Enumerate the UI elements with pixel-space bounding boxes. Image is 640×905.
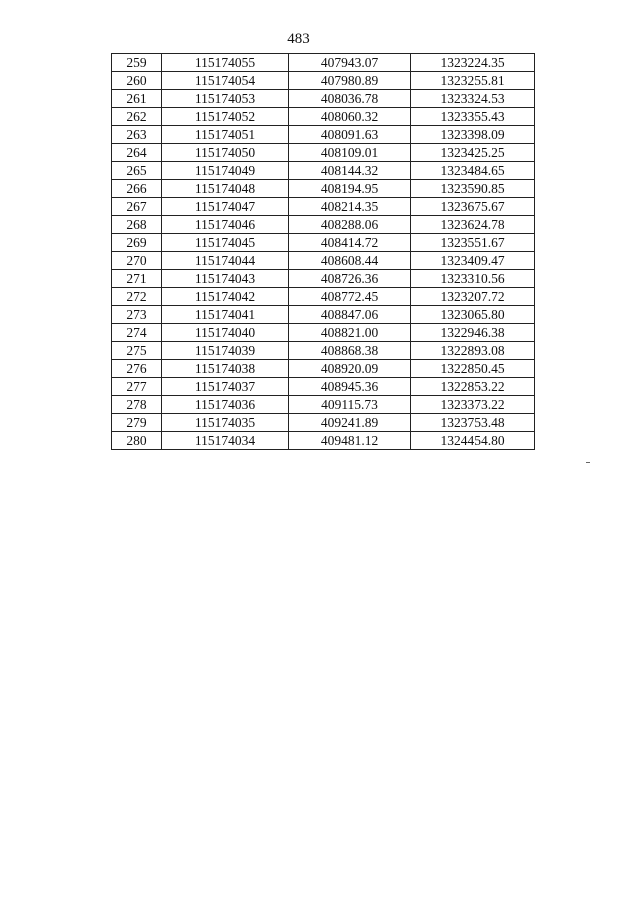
y-coordinate-cell: 1323255.81: [411, 72, 535, 90]
table-body: [112, 54, 535, 450]
table-row: [112, 432, 535, 450]
y-coordinate-cell: 1323355.43: [411, 108, 535, 126]
point-number-cell: 274: [112, 324, 162, 342]
y-coordinate-cell: 1323675.67: [411, 198, 535, 216]
x-coordinate-cell: 409115.73: [289, 396, 411, 414]
y-coordinate-cell: 1323398.09: [411, 126, 535, 144]
table-row: [112, 54, 535, 72]
point-number-cell: 271: [112, 270, 162, 288]
x-coordinate-cell: 408194.95: [289, 180, 411, 198]
point-id-cell: 115174039: [162, 342, 289, 360]
point-id-cell: 115174044: [162, 252, 289, 270]
point-id-cell: 115174050: [162, 144, 289, 162]
table-row: [112, 198, 535, 216]
coordinates-table: [111, 53, 535, 450]
x-coordinate-cell: 408847.06: [289, 306, 411, 324]
point-number-cell: 280: [112, 432, 162, 450]
x-coordinate-cell: 408945.36: [289, 378, 411, 396]
x-coordinate-cell: 408091.63: [289, 126, 411, 144]
point-number-cell: 273: [112, 306, 162, 324]
point-number-cell: 266: [112, 180, 162, 198]
point-number-cell: 268: [112, 216, 162, 234]
point-id-cell: 115174045: [162, 234, 289, 252]
point-number-cell: 264: [112, 144, 162, 162]
x-coordinate-cell: 408060.32: [289, 108, 411, 126]
x-coordinate-cell: 407943.07: [289, 54, 411, 72]
y-coordinate-cell: 1323373.22: [411, 396, 535, 414]
table-row: [112, 288, 535, 306]
y-coordinate-cell: 1323753.48: [411, 414, 535, 432]
table-row: [112, 252, 535, 270]
y-coordinate-cell: 1322850.45: [411, 360, 535, 378]
x-coordinate-cell: 407980.89: [289, 72, 411, 90]
y-coordinate-cell: 1324454.80: [411, 432, 535, 450]
point-id-cell: 115174042: [162, 288, 289, 306]
point-number-cell: 261: [112, 90, 162, 108]
x-coordinate-cell: 408036.78: [289, 90, 411, 108]
point-number-cell: 276: [112, 360, 162, 378]
point-number-cell: 262: [112, 108, 162, 126]
table-row: [112, 108, 535, 126]
table-row: [112, 126, 535, 144]
point-number-cell: 279: [112, 414, 162, 432]
x-coordinate-cell: 408726.36: [289, 270, 411, 288]
table-row: [112, 144, 535, 162]
x-coordinate-cell: 408608.44: [289, 252, 411, 270]
x-coordinate-cell: 408772.45: [289, 288, 411, 306]
point-id-cell: 115174053: [162, 90, 289, 108]
table-row: [112, 324, 535, 342]
point-number-cell: 260: [112, 72, 162, 90]
y-coordinate-cell: 1323409.47: [411, 252, 535, 270]
point-id-cell: 115174043: [162, 270, 289, 288]
point-id-cell: 115174035: [162, 414, 289, 432]
point-id-cell: 115174046: [162, 216, 289, 234]
y-coordinate-cell: 1322893.08: [411, 342, 535, 360]
page-number: 483: [287, 31, 310, 47]
table-row: [112, 216, 535, 234]
point-number-cell: 263: [112, 126, 162, 144]
point-id-cell: 115174037: [162, 378, 289, 396]
y-coordinate-cell: 1323207.72: [411, 288, 535, 306]
y-coordinate-cell: 1323224.35: [411, 54, 535, 72]
point-number-cell: 270: [112, 252, 162, 270]
y-coordinate-cell: 1323065.80: [411, 306, 535, 324]
x-coordinate-cell: 408109.01: [289, 144, 411, 162]
table-row: [112, 90, 535, 108]
point-id-cell: 115174055: [162, 54, 289, 72]
x-coordinate-cell: 409481.12: [289, 432, 411, 450]
x-coordinate-cell: 408821.00: [289, 324, 411, 342]
y-coordinate-cell: 1323425.25: [411, 144, 535, 162]
table-row: [112, 396, 535, 414]
y-coordinate-cell: 1322946.38: [411, 324, 535, 342]
table-row: [112, 180, 535, 198]
point-number-cell: 272: [112, 288, 162, 306]
table-row: [112, 72, 535, 90]
edge-mark: [586, 462, 590, 463]
table-row: [112, 306, 535, 324]
table-row: [112, 234, 535, 252]
point-number-cell: 265: [112, 162, 162, 180]
point-number-cell: 267: [112, 198, 162, 216]
point-id-cell: 115174052: [162, 108, 289, 126]
point-id-cell: 115174049: [162, 162, 289, 180]
point-number-cell: 259: [112, 54, 162, 72]
table-row: [112, 270, 535, 288]
y-coordinate-cell: 1323551.67: [411, 234, 535, 252]
table-row: [112, 162, 535, 180]
point-number-cell: 278: [112, 396, 162, 414]
point-id-cell: 115174054: [162, 72, 289, 90]
y-coordinate-cell: 1323484.65: [411, 162, 535, 180]
x-coordinate-cell: 409241.89: [289, 414, 411, 432]
y-coordinate-cell: 1323324.53: [411, 90, 535, 108]
point-number-cell: 277: [112, 378, 162, 396]
point-id-cell: 115174048: [162, 180, 289, 198]
point-id-cell: 115174041: [162, 306, 289, 324]
y-coordinate-cell: 1322853.22: [411, 378, 535, 396]
x-coordinate-cell: 408920.09: [289, 360, 411, 378]
point-id-cell: 115174036: [162, 396, 289, 414]
x-coordinate-cell: 408214.35: [289, 198, 411, 216]
x-coordinate-cell: 408414.72: [289, 234, 411, 252]
table-row: [112, 342, 535, 360]
point-id-cell: 115174040: [162, 324, 289, 342]
x-coordinate-cell: 408288.06: [289, 216, 411, 234]
table-row: [112, 360, 535, 378]
point-id-cell: 115174051: [162, 126, 289, 144]
table-row: [112, 414, 535, 432]
y-coordinate-cell: 1323590.85: [411, 180, 535, 198]
x-coordinate-cell: 408144.32: [289, 162, 411, 180]
x-coordinate-cell: 408868.38: [289, 342, 411, 360]
y-coordinate-cell: 1323310.56: [411, 270, 535, 288]
point-number-cell: 269: [112, 234, 162, 252]
point-id-cell: 115174038: [162, 360, 289, 378]
y-coordinate-cell: 1323624.78: [411, 216, 535, 234]
point-id-cell: 115174047: [162, 198, 289, 216]
table-row: [112, 378, 535, 396]
point-id-cell: 115174034: [162, 432, 289, 450]
point-number-cell: 275: [112, 342, 162, 360]
